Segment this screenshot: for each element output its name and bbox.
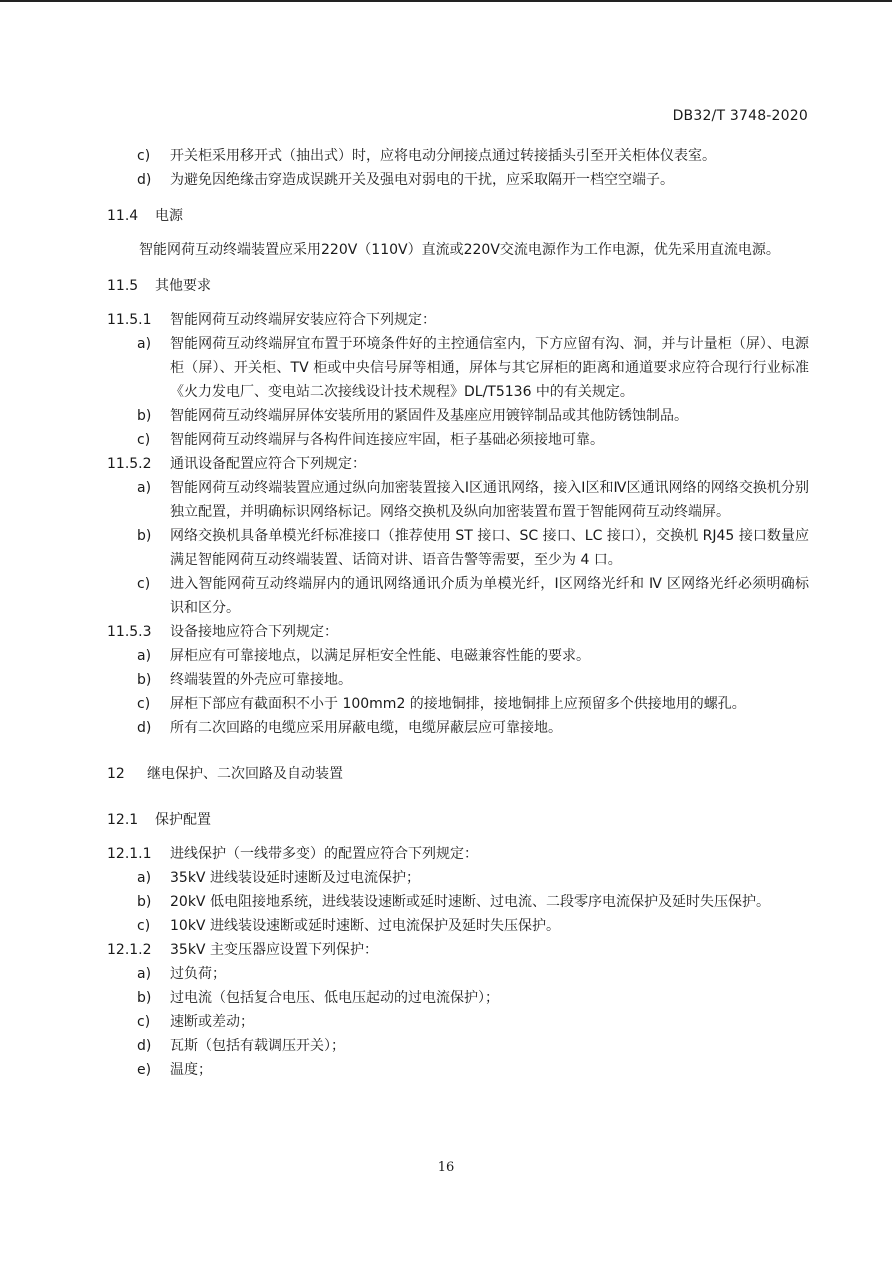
- clause-number: 11.5.3: [107, 624, 152, 640]
- list-item-text: 10kV 进线装设速断或延时速断、过电流保护及延时失压保护。: [170, 918, 560, 934]
- list-item: [107, 524, 809, 572]
- clause-heading: [107, 842, 809, 866]
- list-item: [107, 692, 809, 716]
- list-item-label: b): [137, 672, 152, 688]
- list-item: [107, 168, 809, 192]
- list-item: [107, 332, 809, 404]
- list-item-text: 速断或差动；: [170, 1014, 254, 1030]
- list-item-text: 进入智能网荷互动终端屏内的通讯网络通讯介质为单模光纤，Ⅰ区网络光纤和 Ⅳ 区网络光纤必须明确标识和区分。: [170, 576, 809, 616]
- list-item-label: a): [137, 480, 152, 496]
- chapter-number: 12: [107, 766, 125, 782]
- chapter-title: 继电保护、二次回路及自动装置: [147, 766, 343, 782]
- clause-title: 通讯设备配置应符合下列规定：: [170, 456, 366, 472]
- clause-number: 11.5.1: [107, 312, 152, 328]
- chapter-heading: [107, 762, 809, 786]
- list-item: [107, 668, 809, 692]
- list-item: [107, 404, 809, 428]
- list-item-label: b): [137, 408, 152, 424]
- list-item: [107, 476, 809, 524]
- list-item-text: 过负荷；: [170, 966, 226, 982]
- list-item: [107, 1058, 809, 1082]
- paragraph: 智能网荷互动终端装置应采用220V（110V）直流或220V交流电源作为工作电源，优先采用直流电源。: [139, 242, 780, 258]
- list-item-label: c): [137, 918, 151, 934]
- list-item-label: c): [137, 432, 151, 448]
- list-item-text: 过电流（包括复合电压、低电压起动的过电流保护）；: [170, 990, 499, 1006]
- section-number: 11.5: [107, 278, 139, 294]
- list-item-label: c): [137, 696, 151, 712]
- list-item-text: 网络交换机具备单模光纤标准接口（推荐使用 ST 接口、SC 接口、LC 接口），交换机 RJ45 接口数量应满足智能网荷互动终端装置、话筒对讲、语音告警等需要，至少为 4 口。: [170, 528, 809, 568]
- list-item-text: 终端装置的外壳应可靠接地。: [170, 672, 352, 688]
- clause-title: 设备接地应符合下列规定：: [170, 624, 338, 640]
- clause-title: 35kV 主变压器应设置下列保护：: [170, 942, 378, 958]
- list-item: [107, 890, 809, 914]
- list-item-label: b): [137, 990, 152, 1006]
- list-item-text: 开关柜采用移开式（抽出式）时，应将电动分闸接点通过转接插头引至开关柜体仪表室。: [170, 148, 716, 164]
- section-number: 12.1: [107, 812, 139, 828]
- list-item: [107, 572, 809, 620]
- page-number: 16: [437, 1160, 455, 1175]
- list-item-label: a): [137, 966, 152, 982]
- list-item-label: c): [137, 576, 151, 592]
- list-item: [107, 1034, 809, 1058]
- clause-heading: [107, 308, 809, 332]
- clause-number: 11.5.2: [107, 456, 152, 472]
- section-heading: [107, 204, 809, 228]
- list-item-text: 智能网荷互动终端屏宜布置于环境条件好的主控通信室内，下方应留有沟、洞，并与计量柜（屏）、电源柜（屏）、开关柜、TV 柜或中央信号屏等相通，屏体与其它屏柜的距离和通道要求应符合现行行业标准《火力发电厂、变电站二次接线设计技术规程》DL/T5136 中的有关规定。: [170, 336, 809, 400]
- list-item-label: c): [137, 148, 151, 164]
- list-item-label: a): [137, 870, 152, 886]
- list-item: [107, 428, 809, 452]
- list-item: [107, 716, 809, 740]
- list-item-text: 屏柜下部应有截面积不小于 100mm2 的接地铜排，接地铜排上应预留多个供接地用的螺孔。: [170, 696, 746, 712]
- list-item-label: b): [137, 528, 152, 544]
- list-item-text: 35kV 进线装设延时速断及过电流保护；: [170, 870, 420, 886]
- list-item-label: a): [137, 648, 152, 664]
- clause-number: 12.1.1: [107, 846, 152, 862]
- section-heading: [107, 274, 809, 298]
- list-item: [107, 644, 809, 668]
- section-title: 电源: [155, 208, 183, 224]
- section-title: 其他要求: [155, 278, 211, 294]
- list-item-text: 智能网荷互动终端装置应通过纵向加密装置接入Ⅰ区通讯网络，接入Ⅰ区和Ⅳ区通讯网络的网络交换机分别独立配置，并明确标识网络标记。网络交换机及纵向加密装置布置于智能网荷互动终端屏。: [170, 480, 809, 520]
- clause-number: 12.1.2: [107, 942, 152, 958]
- list-item-text: 所有二次回路的电缆应采用屏蔽电缆，电缆屏蔽层应可靠接地。: [170, 720, 562, 736]
- list-item-text: 温度；: [170, 1062, 212, 1078]
- list-item-label: d): [137, 1038, 152, 1054]
- list-item: [107, 1010, 809, 1034]
- list-item: [107, 962, 809, 986]
- list-item-label: b): [137, 894, 152, 910]
- list-item-text: 屏柜应有可靠接地点，以满足屏柜安全性能、电磁兼容性能的要求。: [170, 648, 590, 664]
- clause-heading: [107, 938, 809, 962]
- list-item: [107, 144, 809, 168]
- section-heading: [107, 808, 809, 832]
- list-item-text: 智能网荷互动终端屏与各构件间连接应牢固，柜子基础必须接地可靠。: [170, 432, 604, 448]
- list-item-text: 为避免因绝缘击穿造成误跳开关及强电对弱电的干扰，应采取隔开一档空空端子。: [170, 172, 674, 188]
- clause-title: 进线保护（一线带多变）的配置应符合下列规定：: [170, 846, 478, 862]
- document-code: DB32/T 3748-2020: [672, 108, 808, 124]
- top-border-line: [0, 0, 892, 2]
- list-item: [107, 866, 809, 890]
- clause-heading: [107, 620, 809, 644]
- list-item-label: e): [137, 1062, 152, 1078]
- page-content: [107, 144, 809, 1082]
- list-item-label: a): [137, 336, 152, 352]
- list-item-label: d): [137, 172, 152, 188]
- list-item-text: 20kV 低电阻接地系统，进线装设速断或延时速断、过电流、二段零序电流保护及延时失压保护。: [170, 894, 770, 910]
- list-item-label: c): [137, 1014, 151, 1030]
- list-item: [107, 986, 809, 1010]
- section-title: 保护配置: [155, 812, 211, 828]
- section-number: 11.4: [107, 208, 139, 224]
- list-item: [107, 914, 809, 938]
- clause-heading: [107, 452, 809, 476]
- list-item-text: 智能网荷互动终端屏屏体安装所用的紧固件及基座应用镀锌制品或其他防锈蚀制品。: [170, 408, 688, 424]
- list-item-text: 瓦斯（包括有载调压开关）；: [170, 1038, 345, 1054]
- list-item-label: d): [137, 720, 152, 736]
- clause-title: 智能网荷互动终端屏安装应符合下列规定：: [170, 312, 436, 328]
